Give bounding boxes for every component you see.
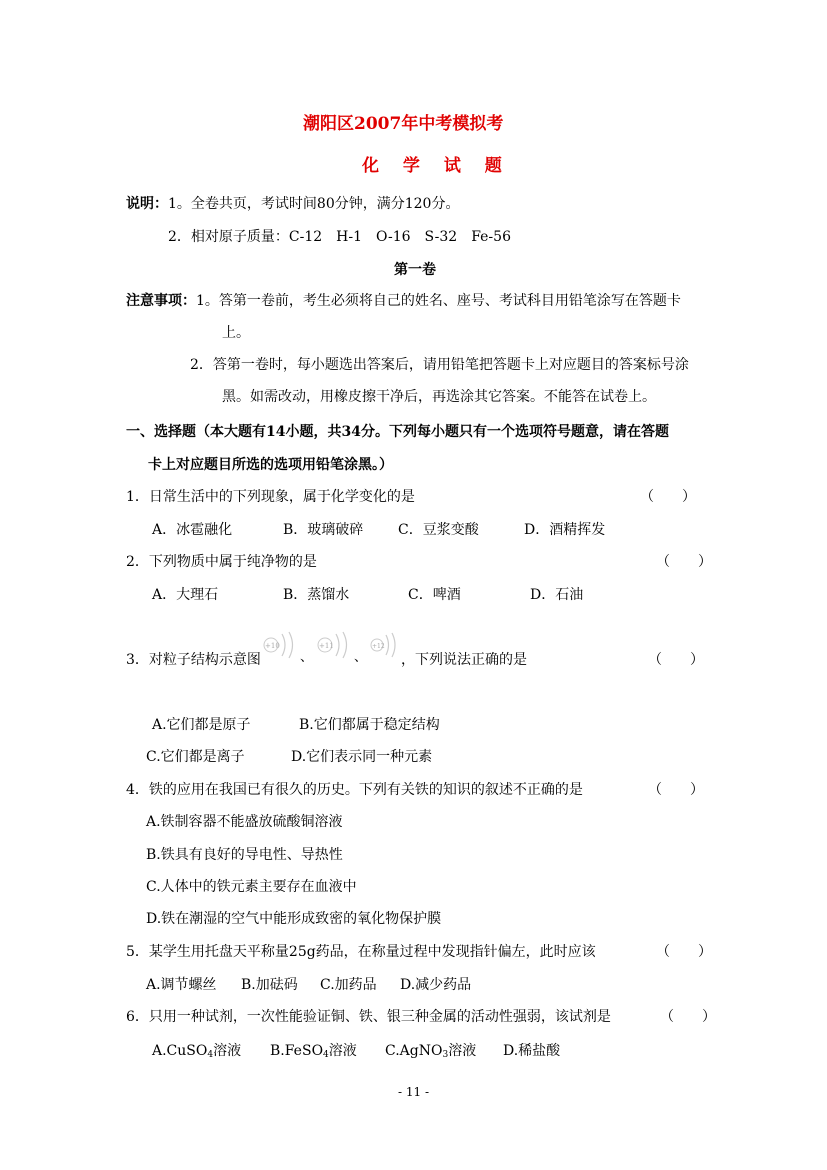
q6-option-c-suffix: 溶液	[448, 1043, 477, 1059]
q4-stem: 4．铁的应用在我国已有很久的历史。下列有关铁的知识的叙述不正确的是	[126, 782, 583, 798]
q2-stem: 2．下列物质中属于纯净物的是	[126, 554, 317, 570]
q3-stem: 3．对粒子结构示意图	[126, 652, 261, 668]
attention-item-2: 2．答第一卷时，每小题选出答案后，请用铅笔把答题卡上对应题目的答案标号涂	[190, 357, 689, 373]
q3-option-c: C.它们都是离子	[146, 749, 245, 765]
q2-option-c: C．啤酒	[408, 587, 461, 603]
q1-option-d: D．酒精挥发	[524, 522, 606, 538]
q1-answer-paren: （ ）	[640, 489, 696, 505]
q6-option-a-subscript: 4	[207, 1050, 214, 1060]
q1-option-a: A．冰雹融化	[152, 522, 233, 538]
q6-option-c-formula: C.AgNO	[385, 1043, 443, 1059]
q6-option-d: D.稀盐酸	[503, 1043, 561, 1059]
volume-title: 第一卷	[394, 262, 436, 278]
section-heading-cont: 卡上对应题目所选的选项用铅笔涂黑。）	[148, 457, 393, 473]
q3-option-d: D.它们表示同一种元素	[291, 749, 433, 765]
q4-answer-paren: （ ）	[648, 782, 704, 798]
nucleus-charge-3: +12	[372, 643, 385, 650]
q6-option-c-subscript: 3	[442, 1050, 449, 1060]
q1-option-b: B．玻璃破碎	[283, 522, 364, 538]
q2-answer-paren: （ ）	[656, 554, 712, 570]
q3-option-b: B.它们都属于稳定结构	[299, 717, 440, 733]
q5-option-c: C.加药品	[320, 977, 377, 993]
attention-label: 注意事项：	[126, 293, 196, 309]
attention-item-2-cont: 黑。如需改动，用橡皮擦干净后，再选涂其它答案。不能答在试卷上。	[222, 389, 656, 405]
q4-option-a: A.铁制容器不能盛放硫酸铜溶液	[146, 814, 343, 830]
q2-option-d: D．石油	[530, 587, 584, 603]
attention-item-1-cont: 上。	[222, 325, 250, 341]
page-subtitle: 化 学 试 题	[362, 156, 511, 176]
page-number: - 11 -	[397, 1085, 429, 1099]
q1-option-c: C．豆浆变酸	[398, 522, 479, 538]
notes-line-1	[126, 195, 459, 213]
q6-option-a-suffix: 溶液	[213, 1043, 242, 1059]
q6-option-b-suffix: 溶液	[328, 1043, 357, 1059]
attention-line-1	[126, 292, 681, 310]
notes-item-1: 1。全卷共页，考试时间80分钟，满分120分。	[168, 196, 460, 212]
nucleus-charge-1: +10	[265, 642, 280, 650]
q3-option-a: A.它们都是原子	[152, 717, 251, 733]
notes-item-2: 2．相对原子质量：C-12 H-1 O-16 S-32 Fe-56	[168, 229, 511, 245]
atom-diagram-3	[369, 626, 401, 664]
q6-option-a	[152, 1042, 241, 1064]
q3-answer-paren: （ ）	[648, 652, 704, 668]
q4-option-b: B.铁具有良好的导电性、导热性	[146, 847, 343, 863]
notes-label: 说明：	[126, 196, 168, 212]
q6-option-b	[270, 1042, 357, 1064]
q1-stem: 1．日常生活中的下列现象，属于化学变化的是	[126, 489, 415, 505]
q5-stem: 5．某学生用托盘天平称量25g药品，在称量过程中发现指针偏左，此时应该	[126, 944, 596, 960]
q4-option-c: C.人体中的铁元素主要存在血液中	[146, 879, 357, 895]
q4-option-d: D.铁在潮湿的空气中能形成致密的氧化物保护膜	[146, 911, 442, 927]
atom-diagram-2	[316, 626, 356, 664]
diagram-separator-2: 、	[354, 650, 368, 665]
q6-answer-paren: （ ）	[660, 1009, 716, 1025]
page-title: 潮阳区2007年中考模拟考	[303, 114, 504, 134]
diagram-separator-1: 、	[300, 650, 314, 665]
nucleus-charge-2: +11	[319, 642, 334, 650]
section-heading: 一、选择题（本大题有14小题，共34分。下列每小题只有一个选项符号题意，请在答题	[126, 424, 669, 440]
q6-option-c	[385, 1042, 476, 1064]
attention-item-1: 1。答第一卷前，考生必须将自己的姓名、座号、考试科目用铅笔涂写在答题卡	[196, 293, 681, 309]
q5-answer-paren: （ ）	[656, 944, 712, 960]
q6-option-b-formula: B.FeSO	[270, 1043, 324, 1059]
q6-stem: 6．只用一种试剂，一次性能验证铜、铁、银三种金属的活动性强弱，该试剂是	[126, 1009, 611, 1025]
atom-diagram-1	[262, 626, 302, 664]
q2-option-b: B．蒸馏水	[283, 587, 350, 603]
q6-option-a-formula: A.CuSO	[152, 1043, 208, 1059]
q5-option-d: D.减少药品	[400, 977, 472, 993]
q3-stem-tail: ，下列说法正确的是	[401, 652, 527, 668]
q5-option-a: A.调节螺丝	[146, 977, 217, 993]
q6-option-b-subscript: 4	[323, 1050, 329, 1060]
q5-option-b: B.加砝码	[241, 977, 298, 993]
q2-option-a: A．大理石	[152, 587, 219, 603]
